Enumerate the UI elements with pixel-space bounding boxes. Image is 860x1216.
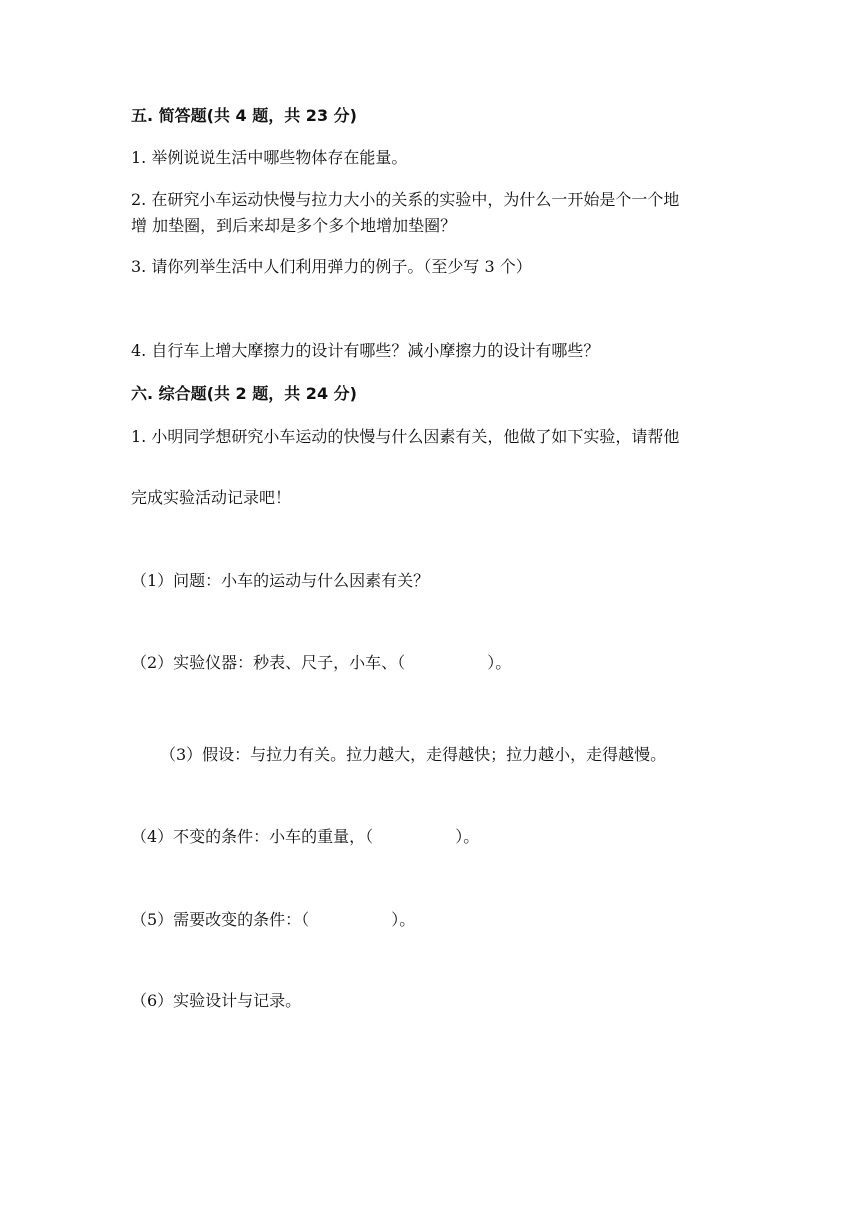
section6-question1-line2: 完成实验活动记录吧！ [131,488,292,507]
item-4-text: （4）不变的条件：小车的重量，（ [131,827,374,846]
item-1-question: （1）问题：小车的运动与什么因素有关？ [131,571,430,590]
item-2-instruments [131,652,511,674]
item-3-hypothesis: （3）假设：与拉力有关。拉力越大，走得越快；拉力越小，走得越慢。 [160,745,667,764]
section6-heading: 六. 综合题(共 2 题，共 24 分) [131,384,357,403]
section5-question3: 3. 请你列举生活中人们利用弹力的例子。（至少写 3 个） [131,257,532,276]
item-5-text: （5）需要改变的条件：（ [131,910,310,929]
section5-question1: 1. 举例说说生活中哪些物体存在能量。 [131,148,408,167]
section5-question2-line2: 增 加垫圈，到后来却是多个多个地增加垫圈？ [131,216,457,235]
section6-question1-line1: 1. 小明同学想研究小车运动的快慢与什么因素有关，他做了如下实验，请帮他 [131,427,680,446]
item-2-close: ）。 [487,653,512,672]
item-5-changed-conditions [131,909,415,931]
item-4-close: ）。 [455,827,480,846]
section5-heading: 五. 简答题(共 4 题，共 23 分) [131,106,357,125]
item-2-text: （2）实验仪器：秒表、尺子，小车、（ [131,653,406,672]
item-5-close: ）。 [391,910,416,929]
section5-question4: 4. 自行车上增大摩擦力的设计有哪些？减小摩擦力的设计有哪些？ [131,341,600,360]
item-6-design: （6）实验设计与记录。 [131,991,302,1010]
section5-question2-line1: 2. 在研究小车运动快慢与拉力大小的关系的实验中，为什么一开始是个一个地 [131,190,680,209]
item-4-constant-conditions [131,826,479,848]
